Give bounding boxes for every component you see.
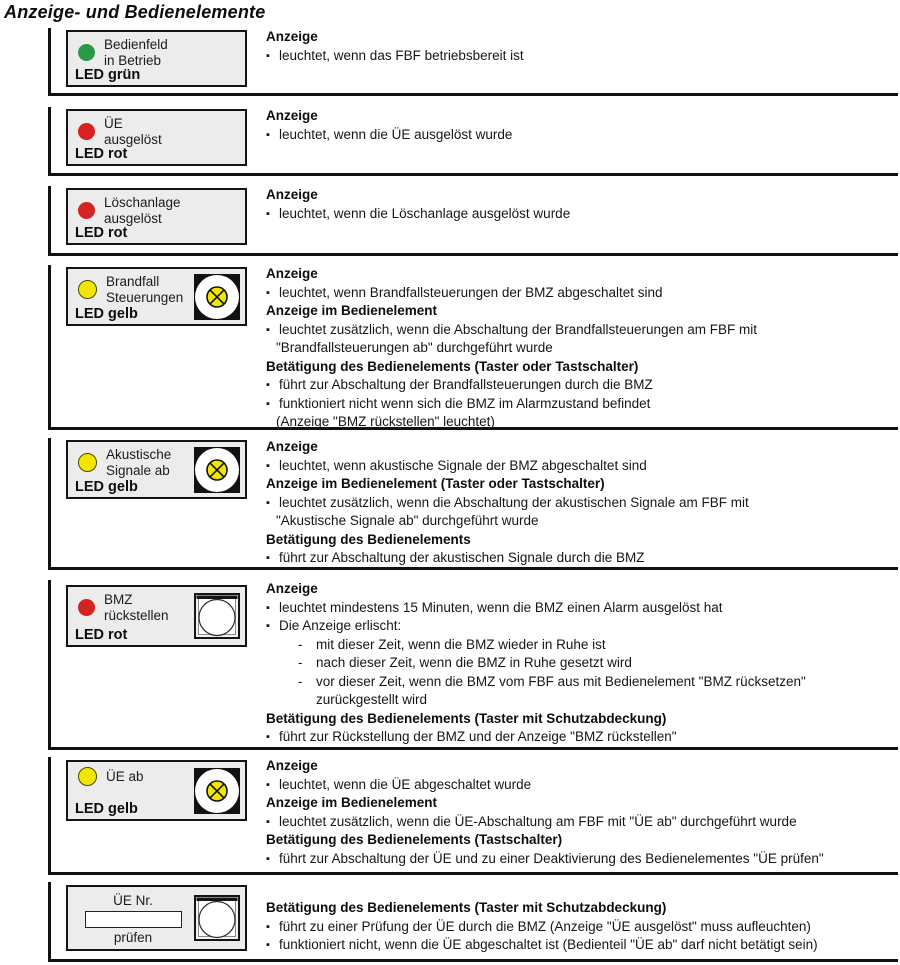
led-caption: LED gelb	[75, 801, 138, 817]
covered-pushbutton-icon	[194, 593, 240, 639]
section-ue-ausgeloest	[48, 107, 898, 176]
text-heading: Anzeige	[266, 439, 318, 454]
panel-label	[106, 769, 144, 785]
panel-label-line: Brandfall	[106, 274, 160, 289]
text-line: (Anzeige "BMZ rückstellen" leuchtet)	[276, 414, 495, 429]
led-panel	[66, 585, 247, 647]
section-bedienfeld-in-betrieb	[48, 28, 898, 96]
text-heading: Anzeige	[266, 187, 318, 202]
led-yellow-icon	[78, 767, 97, 786]
text-line: ▪ führt zur Abschaltung der ÜE und zu einer Deaktivierung des Bedienelementes "ÜE prüfen"	[266, 850, 900, 869]
led-caption: LED grün	[75, 67, 141, 83]
panel-label-line: Löschanlage	[104, 195, 181, 210]
text-heading: Betätigung des Bedienelements (Taster mit Schutzabdeckung)	[266, 900, 667, 915]
led-panel	[66, 109, 247, 166]
section-description	[266, 438, 900, 568]
section-brandfall-steuerungen	[48, 265, 898, 430]
text-line: ▪ leuchtet, wenn die ÜE abgeschaltet wurde	[266, 776, 900, 795]
text-line: ▪ Die Anzeige erlischt:	[266, 617, 900, 636]
section-description	[266, 265, 900, 432]
text-line: - nach dieser Zeit, wenn die BMZ in Ruhe gesetzt wird	[266, 654, 900, 673]
led-panel	[66, 885, 247, 951]
panel-label-line: ÜE	[104, 116, 123, 131]
panel-label-line: rückstellen	[104, 607, 169, 623]
led-caption: LED gelb	[75, 306, 138, 322]
led-green-icon	[78, 44, 95, 61]
section-akustische-signale-ab	[48, 438, 898, 570]
led-red-icon	[78, 202, 95, 219]
text-line: ▪ führt zur Abschaltung der akustischen Signale durch die BMZ	[266, 549, 900, 568]
text-heading: Anzeige	[266, 108, 318, 123]
panel-label-line: Signale ab	[106, 462, 170, 478]
text-line: "Brandfallsteuerungen ab" durchgeführt wurde	[276, 340, 553, 355]
text-heading: Betätigung des Bedienelements (Taster mit Schutzabdeckung)	[266, 710, 667, 726]
control-button-icon	[194, 895, 240, 941]
text-heading: Anzeige	[266, 758, 318, 773]
control-button-icon	[194, 447, 240, 493]
text-line: ▪ leuchtet, wenn das FBF betriebsbereit ist	[266, 47, 900, 66]
panel-body	[68, 190, 245, 226]
text-heading: Anzeige im Bedienelement	[266, 303, 438, 318]
led-panel	[66, 188, 247, 245]
text-line: ▪ führt zur Rückstellung der BMZ und der Anzeige "BMZ rückstellen"	[266, 728, 900, 747]
text-line: "Akustische Signale ab" durchgeführt wurde	[276, 513, 539, 528]
switch-crossed-circle-icon	[194, 768, 240, 814]
text-line: ▪ funktioniert nicht wenn sich die BMZ im Alarmzustand befindet	[266, 395, 900, 414]
led-yellow-icon	[78, 453, 97, 472]
panel-body	[68, 887, 192, 945]
panel-label-line: ausgelöst	[104, 210, 162, 226]
control-button-icon	[194, 768, 240, 814]
section-description	[266, 107, 900, 144]
text-line: ▪ führt zu einer Prüfung der ÜE durch die BMZ (Anzeige "ÜE ausgelöst" muss aufleuchten)	[266, 918, 900, 937]
panel-label-line: Akustische	[106, 447, 172, 462]
section-description	[266, 28, 900, 65]
text-line: ▪ leuchtet, wenn akustische Signale der BMZ abgeschaltet sind	[266, 457, 900, 476]
panel-body	[68, 111, 245, 147]
section-description	[266, 580, 900, 747]
text-heading: Betätigung des Bedienelements	[266, 531, 471, 547]
text-heading: Anzeige	[266, 29, 318, 44]
section-description	[266, 757, 900, 868]
led-caption: LED rot	[75, 225, 128, 241]
pruefen-label: prüfen	[113, 930, 153, 945]
text-line: ▪ funktioniert nicht, wenn die ÜE abgeschaltet ist (Bedienteil "ÜE ab" darf nicht betätigt sein)	[266, 936, 900, 955]
led-red-icon	[78, 599, 95, 616]
control-button-icon	[194, 593, 240, 639]
led-caption: LED gelb	[75, 479, 138, 495]
switch-crossed-circle-icon	[194, 274, 240, 320]
section-loeschanlage-ausgeloest	[48, 186, 898, 256]
panel-label	[104, 116, 162, 147]
panel-label-line: in Betrieb	[104, 52, 162, 68]
panel-label-line: Steuerungen	[106, 289, 184, 305]
ue-nr-label: ÜE Nr.	[113, 893, 153, 908]
text-line: ▪ leuchtet mindestens 15 Minuten, wenn die BMZ einen Alarm ausgelöst hat	[266, 599, 900, 618]
text-heading: Anzeige	[266, 266, 318, 281]
text-heading: Betätigung des Bedienelements (Tastschalter)	[266, 832, 563, 847]
panel-label	[104, 195, 181, 226]
panel-label	[106, 274, 183, 305]
text-line: ▪ leuchtet, wenn die ÜE ausgelöst wurde	[266, 126, 900, 145]
text-line: zurückgestellt wird	[316, 692, 428, 707]
text-line: ▪ leuchtet, wenn Brandfallsteuerungen der BMZ abgeschaltet sind	[266, 284, 900, 303]
text-heading: Betätigung des Bedienelements (Taster oder Tastschalter)	[266, 358, 639, 374]
text-heading: Anzeige	[266, 581, 318, 596]
section-description	[266, 186, 900, 223]
switch-crossed-circle-icon	[194, 447, 240, 493]
led-panel	[66, 440, 247, 499]
led-panel	[66, 267, 247, 326]
panel-label	[104, 37, 168, 68]
text-line: ▪ leuchtet zusätzlich, wenn die Abschaltung der akustischen Signale am FBF mit	[266, 494, 900, 513]
panel-label	[106, 447, 171, 478]
control-button-icon	[194, 274, 240, 320]
text-heading: Anzeige im Bedienelement (Taster oder Tastschalter)	[266, 476, 605, 491]
led-caption: LED rot	[75, 146, 128, 162]
covered-pushbutton-icon	[194, 895, 240, 941]
led-yellow-icon	[78, 280, 97, 299]
led-panel	[66, 760, 247, 821]
text-line: ▪ leuchtet zusätzlich, wenn die Abschaltung der Brandfallsteuerungen am FBF mit	[266, 321, 900, 340]
panel-body	[68, 32, 245, 68]
led-caption: LED rot	[75, 627, 128, 643]
section-description	[266, 899, 900, 955]
section-bmz-rueckstellen	[48, 580, 898, 750]
panel-label-line: ausgelöst	[104, 131, 162, 147]
panel-label-line: BMZ	[104, 592, 133, 607]
section-ue-ab	[48, 757, 898, 875]
panel-label-line: Bedienfeld	[104, 37, 168, 52]
text-line: - vor dieser Zeit, wenn die BMZ vom FBF aus mit Bedienelement "BMZ rücksetzen"	[266, 673, 900, 692]
led-panel	[66, 30, 247, 87]
text-line: - mit dieser Zeit, wenn die BMZ wieder in Ruhe ist	[266, 636, 900, 655]
page-title: Anzeige- und Bedienelemente	[4, 2, 266, 22]
led-red-icon	[78, 123, 95, 140]
ue-number-field	[85, 911, 182, 928]
text-heading: Anzeige im Bedienelement	[266, 795, 438, 810]
text-line: ▪ führt zur Abschaltung der Brandfallsteuerungen durch die BMZ	[266, 376, 900, 395]
text-line: ▪ leuchtet, wenn die Löschanlage ausgelöst wurde	[266, 205, 900, 224]
panel-label	[104, 592, 169, 623]
panel-label-line: ÜE ab	[106, 768, 144, 784]
section-ue-nr-pruefen	[48, 882, 898, 962]
text-line: ▪ leuchtet zusätzlich, wenn die ÜE-Abschaltung am FBF mit "ÜE ab" durchgeführt wurde	[266, 813, 900, 832]
